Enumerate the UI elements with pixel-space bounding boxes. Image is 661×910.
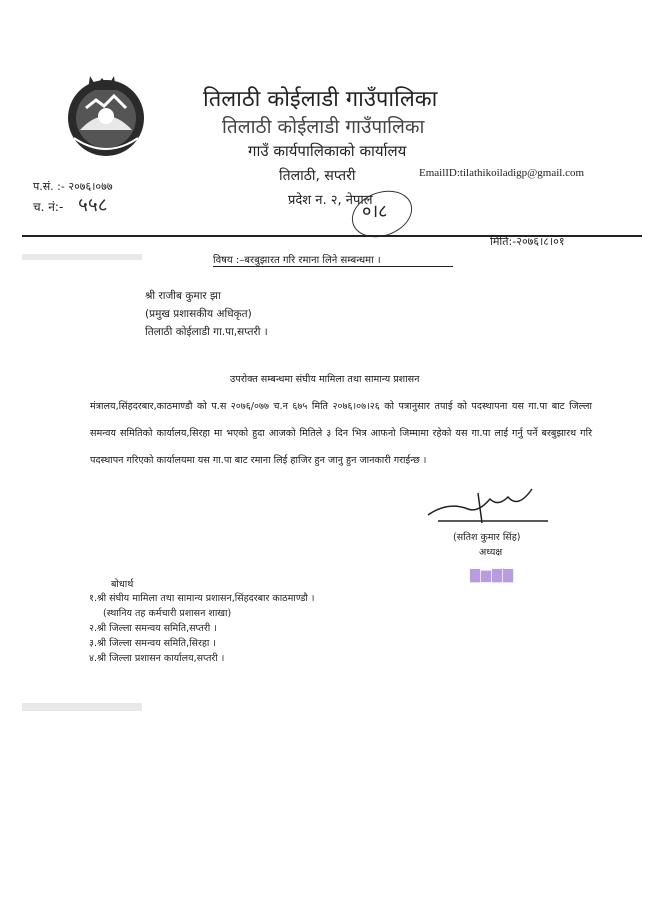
subject-line: विषय :–बरबुझारत गरि रमाना लिने सम्बन्धमा । <box>213 255 381 266</box>
org-name-stamp: तिलाठी कोईलाडी गाउँपालिका <box>222 116 425 138</box>
cc-item: २.श्री जिल्ला समन्वय समिति,सप्तरी । <box>89 623 217 634</box>
cc-item: (स्थानिय तह कर्मचारी प्रशासन शाखा) <box>103 608 232 619</box>
signature-icon <box>418 487 568 529</box>
scan-mark <box>22 703 142 711</box>
letter-body <box>90 366 592 474</box>
province: प्रदेश न. २, नेपाल <box>288 193 373 208</box>
reference-number: प.सं. :- २०७६।०७७ <box>33 180 113 193</box>
chalani-number: ५५८ <box>78 194 108 216</box>
scan-mark <box>22 254 142 260</box>
cc-item: १.श्री संघीय मामिला तथा सामान्य प्रशासन,सिंहदरबार काठमाण्डौ । <box>89 593 315 604</box>
nepal-emblem-icon <box>60 68 152 160</box>
office-name: गाउँ कार्यपालिकाको कार्यालय <box>248 142 407 160</box>
signatory-role: अध्यक्ष <box>479 547 503 558</box>
recipient-designation: (प्रमुख प्रशासकीय अधिकृत) <box>145 308 252 320</box>
cc-item: ३.श्री जिल्ला समन्वय समिति,सिरहा । <box>89 638 216 649</box>
cc-item: ४.श्री जिल्ला प्रशासन कार्यालय,सप्तरी । <box>89 653 225 664</box>
body-first-line: उपरोक्त सम्बन्धमा संघीय मामिला तथा सामान्य प्रशासन <box>230 374 420 385</box>
body-paragraph: मंत्रालय,सिंहदरबार,काठमाण्डौ को प.स २०७६/०७७ च.न ६७५ मिति २०७६।०७।२६ को पत्रानुसार तपाई को पदस्थापना यस गा.पा बाट जिल्ला समन्वय समितिको कार्यालय,सिरहा मा भएको हुदा आजको मितिले ३ दिन भित्र आफनो जिम्मामा रहेको यस गा.पा लाई गर्नु पर्ने बरबुझारथ गरि पदस्थापन गरिएको कार्यालयमा यस गा.पा बाट रमाना लिई हाजिर हुन जानु हुन जानकारी गराईन्छ । <box>90 401 592 466</box>
ink-stamp: ▇▆▇▇ <box>470 568 514 583</box>
stamp-number: ०।८ <box>362 201 388 222</box>
cc-title: बोधार्थ <box>111 579 134 590</box>
org-name: तिलाठी कोईलाडी गाउँपालिका <box>203 87 438 112</box>
recipient-office: तिलाठी कोईलाडी गा.पा,सप्तरी । <box>145 326 268 338</box>
subject-underline <box>213 266 453 267</box>
chalani-label: च. नं:- <box>33 200 64 214</box>
email-address: EmailID:tilathikoiladigp@gmail.com <box>419 167 585 179</box>
letter-date: मिति:-२०७६।८।०१ <box>490 235 565 248</box>
office-location: तिलाठी, सप्तरी <box>279 168 356 184</box>
signatory-name: (सतिश कुमार सिंह) <box>453 532 521 543</box>
recipient-name: श्री राजीब कुमार झा <box>145 290 221 302</box>
